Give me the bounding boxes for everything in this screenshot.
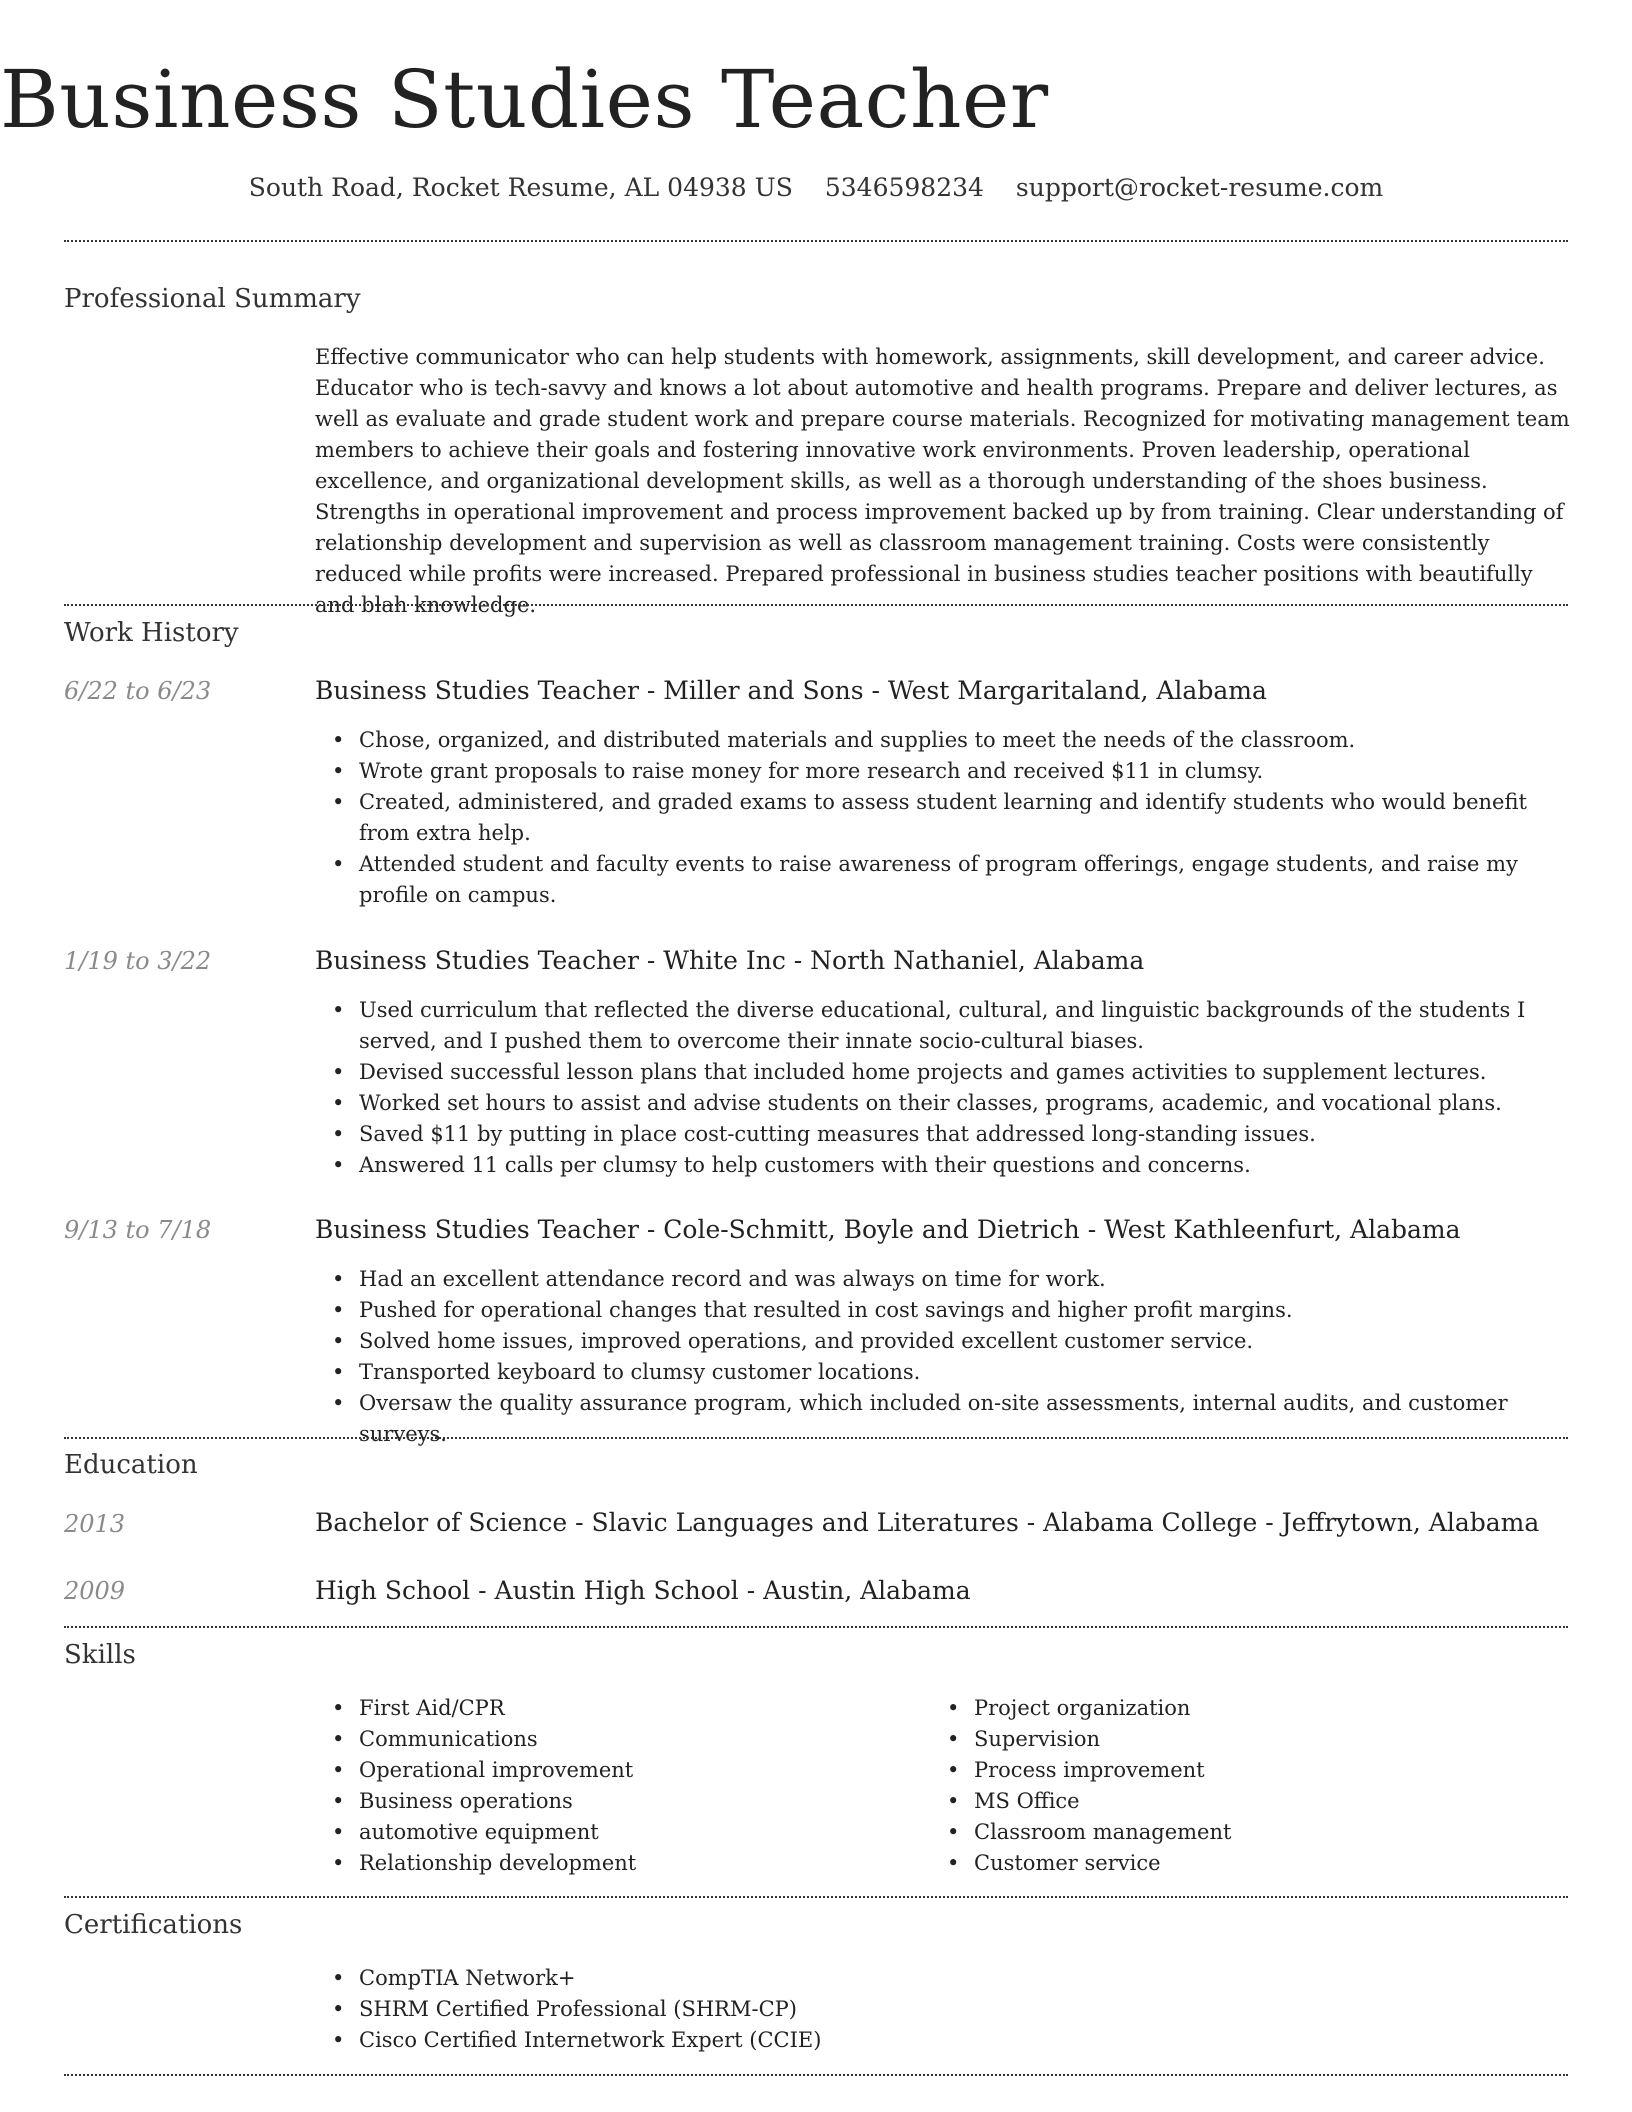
job-heading: Business Studies Teacher - White Inc - North Nathaniel, Alabama xyxy=(315,946,1145,975)
job-bullet: • Attended student and faculty events to raise awareness of program offerings, engage students, and raise my profile on campus. xyxy=(359,849,1570,911)
skill-item: • Process improvement xyxy=(974,1755,1530,1786)
job-bullet: • Created, administered, and graded exams to assess student learning and identify students who would benefit from extra help. xyxy=(359,787,1570,849)
job-bullet: • Chose, organized, and distributed materials and supplies to meet the needs of the classroom. xyxy=(359,725,1570,756)
job-bullet: • Wrote grant proposals to raise money for more research and received $11 in clumsy. xyxy=(359,756,1570,787)
divider xyxy=(64,604,1568,606)
contact-phone: 5346598234 xyxy=(824,173,984,202)
certifications-list xyxy=(315,1963,1570,2056)
skill-item: • Customer service xyxy=(974,1848,1530,1879)
skill-item: • Supervision xyxy=(974,1724,1530,1755)
job-bullet: • Devised successful lesson plans that included home projects and games activities to supplement lectures. xyxy=(359,1057,1570,1088)
skill-item: • MS Office xyxy=(974,1786,1530,1817)
resume-name: Business Studies Teacher xyxy=(0,53,1049,146)
divider xyxy=(64,1626,1568,1628)
summary-text: Effective communicator who can help students with homework, assignments, skill development, and career advice. Educator who is tech-savvy and knows a lot about automotive and health programs. Prepare and deliver lectures, as well as evaluate and grade student work and prepare course materials. Recognized for motivating management team members to achieve their goals and fostering innovative work environments. Proven leadership, operational excellence, and organizational development skills, as well as a thorough understanding of the shoes business. Strengths in operational improvement and process improvement backed up by from training. Clear understanding of relationship development and supervision as well as classroom management training. Costs were consistently reduced while profits were increased. Prepared professional in business studies teacher positions with beautifully and blah knowledge. xyxy=(315,345,1570,617)
contact-email: support@rocket-resume.com xyxy=(1015,173,1384,202)
skills-list-left xyxy=(315,1693,915,1879)
skill-item: • First Aid/CPR xyxy=(359,1693,915,1724)
skill-item: • automotive equipment xyxy=(359,1817,915,1848)
section-title-summary: Professional Summary xyxy=(64,284,361,314)
job-bullet: • Had an excellent attendance record and was always on time for work. xyxy=(359,1264,1570,1295)
education-year: 2013 xyxy=(64,1510,126,1538)
job-bullet: • Pushed for operational changes that resulted in cost savings and higher profit margins. xyxy=(359,1295,1570,1326)
education-entry: Bachelor of Science - Slavic Languages and Literatures - Alabama College - Jeffrytown, Alabama xyxy=(315,1508,1540,1537)
job-bullet: • Transported keyboard to clumsy customer locations. xyxy=(359,1357,1570,1388)
job-heading: Business Studies Teacher - Miller and Sons - West Margaritaland, Alabama xyxy=(315,676,1267,705)
section-title-education: Education xyxy=(64,1450,198,1480)
job-bullet: • Saved $11 by putting in place cost-cutting measures that addressed long-standing issues. xyxy=(359,1119,1570,1150)
job-bullets xyxy=(315,995,1570,1181)
job-bullets xyxy=(315,1264,1570,1450)
job-bullet: • Solved home issues, improved operations, and provided excellent customer service. xyxy=(359,1326,1570,1357)
job-bullet: • Used curriculum that reflected the diverse educational, cultural, and linguistic backgrounds of the students I served, and I pushed them to overcome their innate socio-cultural biases. xyxy=(359,995,1570,1057)
contact-line xyxy=(0,170,1632,206)
skill-item: • Operational improvement xyxy=(359,1755,915,1786)
job-dates: 6/22 to 6/23 xyxy=(64,677,212,705)
job-bullets xyxy=(315,725,1570,911)
skill-item: • Business operations xyxy=(359,1786,915,1817)
contact-address: South Road, Rocket Resume, AL 04938 US xyxy=(248,173,793,202)
divider xyxy=(64,1896,1568,1898)
section-title-skills: Skills xyxy=(64,1640,136,1670)
section-title-certifications: Certifications xyxy=(64,1910,243,1940)
section-title-work: Work History xyxy=(64,618,239,648)
certification-item: • CompTIA Network+ xyxy=(359,1963,1570,1994)
divider xyxy=(64,1437,1568,1439)
job-dates: 1/19 to 3/22 xyxy=(64,947,212,975)
skill-item: • Classroom management xyxy=(974,1817,1530,1848)
education-entry: High School - Austin High School - Austin, Alabama xyxy=(315,1576,971,1605)
divider xyxy=(64,240,1568,242)
skills-list-right xyxy=(930,1693,1530,1879)
skill-item: • Project organization xyxy=(974,1693,1530,1724)
job-bullet: • Answered 11 calls per clumsy to help customers with their questions and concerns. xyxy=(359,1150,1570,1181)
skill-item: • Relationship development xyxy=(359,1848,915,1879)
divider xyxy=(64,2074,1568,2076)
education-year: 2009 xyxy=(64,1577,126,1605)
job-dates: 9/13 to 7/18 xyxy=(64,1216,212,1244)
job-bullet: • Oversaw the quality assurance program, which included on-site assessments, internal audits, and customer surveys. xyxy=(359,1388,1570,1450)
certification-item: • Cisco Certified Internetwork Expert (CCIE) xyxy=(359,2025,1570,2056)
certification-item: • SHRM Certified Professional (SHRM-CP) xyxy=(359,1994,1570,2025)
job-heading: Business Studies Teacher - Cole-Schmitt, Boyle and Dietrich - West Kathleenfurt, Alabama xyxy=(315,1215,1461,1244)
skill-item: • Communications xyxy=(359,1724,915,1755)
job-bullet: • Worked set hours to assist and advise students on their classes, programs, academic, and vocational plans. xyxy=(359,1088,1570,1119)
